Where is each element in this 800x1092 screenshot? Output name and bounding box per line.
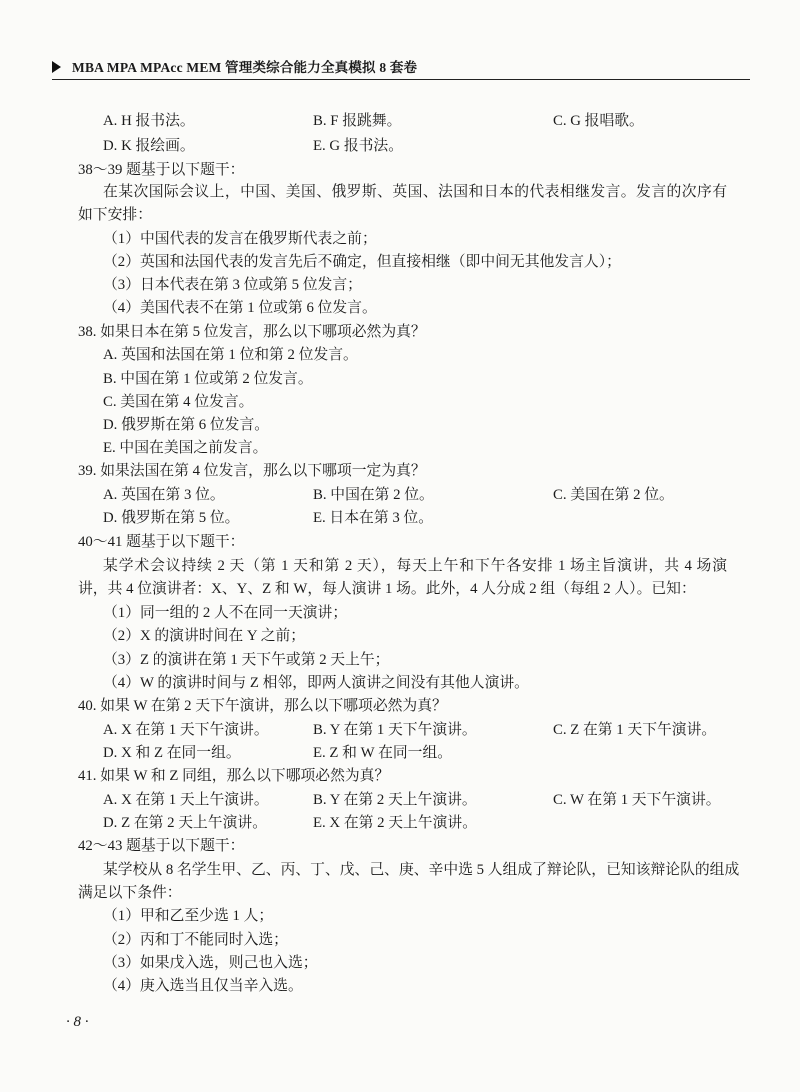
group-38-39-heading: 38～39 题基于以下题干： bbox=[78, 162, 245, 178]
group-38-39-stem-line-1: 在某次国际会议上，中国、美国、俄罗斯、英国、法国和日本的代表相继发言。发言的次序有 bbox=[103, 184, 727, 200]
group-40-41-condition-2: （2）X 的演讲时间在 Y 之前； bbox=[103, 628, 306, 644]
q38-option-c: C. 美国在第 4 位发言。 bbox=[103, 394, 254, 410]
q39-option-a: A. 英国在第 3 位。 bbox=[103, 487, 225, 503]
prev-option-d: D. K 报绘画。 bbox=[103, 138, 195, 154]
q41-option-e: E. X 在第 2 天上午演讲。 bbox=[313, 815, 477, 831]
q40-option-b: B. Y 在第 1 天下午演讲。 bbox=[313, 722, 477, 738]
q38-option-a: A. 英国和法国在第 1 位和第 2 位发言。 bbox=[103, 347, 358, 363]
group-38-39-stem-line-2: 如下安排： bbox=[78, 207, 152, 223]
group-42-43-condition-2: （2）丙和丁不能同时入选； bbox=[103, 932, 288, 948]
q41-option-d: D. Z 在第 2 天上午演讲。 bbox=[103, 815, 267, 831]
group-40-41-heading: 40～41 题基于以下题干： bbox=[78, 534, 245, 550]
group-42-43-condition-4: （4）庚入选当且仅当辛入选。 bbox=[103, 978, 303, 994]
group-42-43-stem-line-2: 满足以下条件： bbox=[78, 885, 182, 901]
q39-option-e: E. 日本在第 3 位。 bbox=[313, 510, 434, 526]
page-number: · 8 · bbox=[66, 1014, 89, 1030]
running-header-title: MBA MPA MPAcc MEM 管理类综合能力全真模拟 8 套卷 bbox=[72, 60, 418, 75]
q40-option-e: E. Z 和 W 在同一组。 bbox=[313, 745, 453, 761]
q39-option-b: B. 中国在第 2 位。 bbox=[313, 487, 434, 503]
group-42-43-heading: 42～43 题基于以下题干： bbox=[78, 838, 245, 854]
group-40-41-condition-1: （1）同一组的 2 人不在同一天演讲； bbox=[103, 605, 348, 621]
group-38-39-condition-1: （1）中国代表的发言在俄罗斯代表之前； bbox=[103, 231, 377, 247]
q41-option-a: A. X 在第 1 天上午演讲。 bbox=[103, 792, 269, 808]
q40-option-c: C. Z 在第 1 天下午演讲。 bbox=[553, 722, 717, 738]
q38-option-e: E. 中国在美国之前发言。 bbox=[103, 440, 268, 456]
group-38-39-condition-4: （4）美国代表不在第 1 位或第 6 位发言。 bbox=[103, 300, 377, 316]
group-42-43-condition-3: （3）如果戊入选，则己也入选； bbox=[103, 955, 318, 971]
group-42-43-condition-1: （1）甲和乙至少选 1 人； bbox=[103, 908, 274, 924]
q41-stem: 41. 如果 W 和 Z 同组，那么以下哪项必然为真？ bbox=[78, 768, 390, 784]
prev-option-b: B. F 报跳舞。 bbox=[313, 113, 402, 129]
q40-option-d: D. X 和 Z 在同一组。 bbox=[103, 745, 241, 761]
group-40-41-condition-3: （3）Z 的演讲在第 1 天下午或第 2 天上午； bbox=[103, 652, 390, 668]
q39-option-d: D. 俄罗斯在第 5 位。 bbox=[103, 510, 240, 526]
prev-option-e: E. G 报书法。 bbox=[313, 138, 404, 154]
q38-option-b: B. 中国在第 1 位或第 2 位发言。 bbox=[103, 371, 313, 387]
prev-option-c: C. G 报唱歌。 bbox=[553, 113, 644, 129]
group-40-41-stem-line-2: 讲，共 4 位演讲者：X、Y、Z 和 W，每人演讲 1 场。此外，4 人分成 2 组（每组 2 人）。已知： bbox=[78, 581, 696, 597]
q39-stem: 39. 如果法国在第 4 位发言，那么以下哪项一定为真？ bbox=[78, 463, 426, 479]
header-rule bbox=[52, 79, 750, 80]
prev-option-a: A. H 报书法。 bbox=[103, 113, 195, 129]
q41-option-c: C. W 在第 1 天下午演讲。 bbox=[553, 792, 721, 808]
q38-option-d: D. 俄罗斯在第 6 位发言。 bbox=[103, 417, 270, 433]
q40-option-a: A. X 在第 1 天下午演讲。 bbox=[103, 722, 269, 738]
group-42-43-stem-line-1: 某学校从 8 名学生甲、乙、丙、丁、戊、己、庚、辛中选 5 人组成了辩论队，已知该辩论队的组成 bbox=[103, 862, 740, 878]
q40-stem: 40. 如果 W 在第 2 天下午演讲，那么以下哪项必然为真？ bbox=[78, 698, 447, 714]
group-40-41-stem-line-1: 某学术会议持续 2 天（第 1 天和第 2 天），每天上午和下午各安排 1 场主旨演讲，共 4 场演 bbox=[103, 558, 727, 574]
group-38-39-condition-3: （3）日本代表在第 3 位或第 5 位发言； bbox=[103, 277, 362, 293]
triangle-right-icon bbox=[52, 61, 61, 73]
q41-option-b: B. Y 在第 2 天上午演讲。 bbox=[313, 792, 477, 808]
group-38-39-condition-2: （2）英国和法国代表的发言先后不确定，但直接相继（即中间无其他发言人）； bbox=[103, 254, 621, 270]
group-40-41-condition-4: （4）W 的演讲时间与 Z 相邻，即两人演讲之间没有其他人演讲。 bbox=[103, 675, 529, 691]
q39-option-c: C. 美国在第 2 位。 bbox=[553, 487, 674, 503]
q38-stem: 38. 如果日本在第 5 位发言，那么以下哪项必然为真？ bbox=[78, 324, 426, 340]
